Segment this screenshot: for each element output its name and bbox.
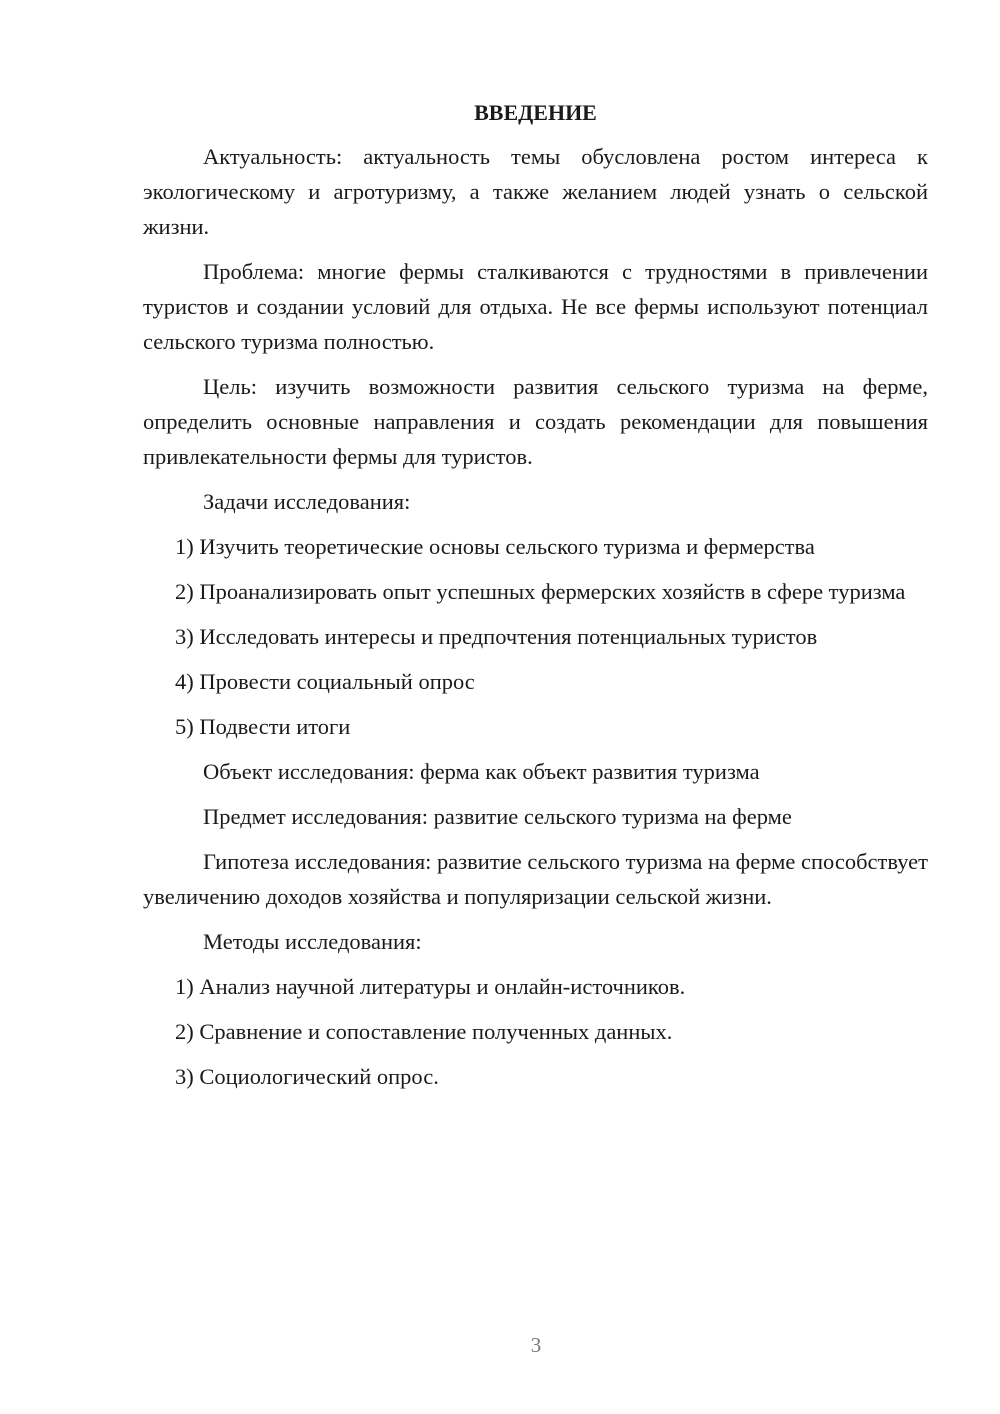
page-title: ВВЕДЕНИЕ — [474, 100, 597, 125]
method-item: 3) Социологический опрос. — [175, 1064, 439, 1089]
document-body — [143, 95, 928, 1104]
task-item: 1) Изучить теоретические основы сельского туризма и фермерства — [175, 534, 815, 559]
paragraph-tasks-heading: Задачи исследования: — [203, 489, 411, 514]
paragraph-problem: Проблема: многие фермы сталкиваются с трудностями в привлечении туристов и создании условий для отдыха. Не все фермы используют потенциал сельского туризма полностью. — [143, 259, 928, 354]
task-item: 3) Исследовать интересы и предпочтения потенциальных туристов — [175, 624, 818, 649]
task-item: 4) Провести социальный опрос — [175, 669, 475, 694]
paragraph-goal: Цель: изучить возможности развития сельского туризма на ферме, определить основные направления и создать рекомендации для повышения привлекательности фермы для туристов. — [143, 374, 928, 469]
paragraph-object: Объект исследования: ферма как объект развития туризма — [203, 759, 760, 784]
page-number: 3 — [530, 1333, 542, 1357]
method-item: 1) Анализ научной литературы и онлайн-источников. — [175, 974, 686, 999]
task-item: 5) Подвести итоги — [175, 714, 351, 739]
task-item: 2) Проанализировать опыт успешных фермерских хозяйств в сфере туризма — [175, 579, 906, 604]
paragraph-relevance: Актуальность: актуальность темы обусловлена ростом интереса к экологическому и агротуризму, а также желанием людей узнать о сельской жизни. — [143, 144, 928, 239]
method-item: 2) Сравнение и сопоставление полученных данных. — [175, 1019, 673, 1044]
paragraph-subject: Предмет исследования: развитие сельского туризма на ферме — [203, 804, 792, 829]
paragraph-methods-heading: Методы исследования: — [203, 929, 422, 954]
paragraph-hypothesis: Гипотеза исследования: развитие сельского туризма на ферме способствует увеличению доходов хозяйства и популяризации сельской жизни. — [143, 849, 928, 909]
